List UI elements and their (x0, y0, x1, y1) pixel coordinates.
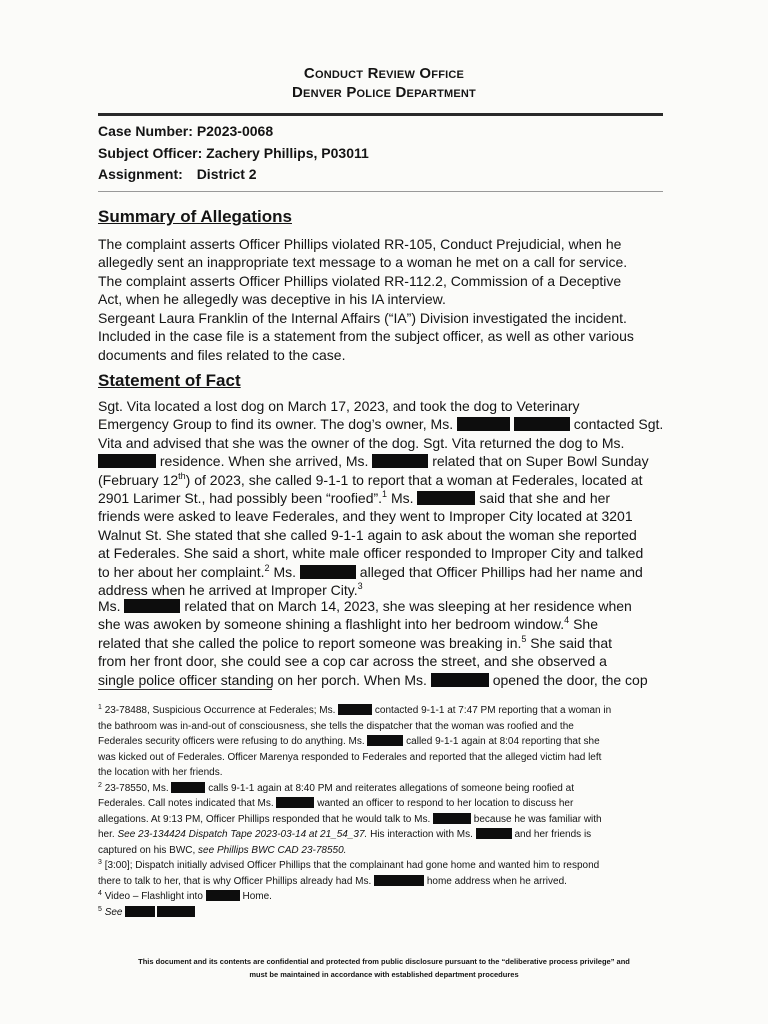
document-header (0, 64, 768, 102)
text-line: Walnut St. She stated that she called 9-1-1 again to ask about the woman she reported (98, 526, 637, 543)
text-line: The complaint asserts Officer Phillips violated RR-112.2, Commission of a Deceptive (98, 272, 622, 289)
text-line: (February 12th) of 2023, she called 9-1-1 to report that a woman at Federales, located at (98, 470, 643, 488)
assignment-row (98, 164, 369, 186)
summary-heading: Summary of Allegations (98, 207, 292, 226)
text-line: residence. When she arrived, Ms. related that on Super Bowl Sunday (98, 452, 670, 470)
redaction-block (417, 491, 475, 505)
text-line: to her about her complaint.$^2$ Ms. alleged that Officer Phillips had her name and (98, 562, 643, 580)
text-line: Emergency Group to find its owner. The dog’s owner, Ms. contacted Sgt. (98, 416, 664, 433)
redaction-block (374, 875, 424, 886)
redaction-block (338, 704, 372, 715)
footnote-2: $^2$ 23-78550, Ms. calls 9-1-1 again at 8:40 PM and reiterates allegations of someone being roofied at Federales. Call notes indicated that Ms. wanted an officer to respond to her location to discuss her allegations. At 9:13 PM, Officer Phillips responded that he would talk to Ms. because he was familiar with her. See 23-134424 Dispatch Tape 2023-03-14 at 21_54_37. His interaction with Ms. and her friends is captured on his BWC, see Phillips BWC CAD 23-78550. (98, 781, 602, 856)
footnote-1: $^1$ 23-78488, Suspicious Occurrence at Federales; Ms. contacted 9-1-1 at 7:47 PM reporting that a woman in the bathroom was in-and-out of consciousness, she tells the dispatcher that the woman was roofied and the Federales security officers were refusing to do anything. Ms. called 9-1-1 again at 8:04 reporting that she was kicked out of Federales. Officer Marenya responded to Federales and reported that the alleged victim had left the location with her friends. (98, 704, 612, 778)
superscript: th (178, 470, 186, 481)
redaction-block (372, 454, 428, 468)
text-line: Ms. related that on March 14, 2023, she was sleeping at her residence when (98, 598, 632, 614)
redaction-block (206, 890, 240, 901)
footnote-5: $^5$ See (98, 905, 670, 921)
footnote-ref-4[interactable]: 4 (564, 615, 570, 626)
case-number-label: Case Number: (98, 123, 193, 139)
footnote-ref-5[interactable]: 5 (521, 633, 527, 644)
footnote-ref-1[interactable]: 1 (382, 489, 388, 500)
redaction-block (300, 565, 356, 579)
redaction-block (367, 735, 403, 746)
text-line: at Federales. She said a short, white male officer responded to Improper City and talked (98, 545, 644, 562)
redaction-block (433, 813, 471, 824)
text-line: allegedly sent an inappropriate text message to a woman he met on a call for service. (98, 254, 628, 271)
meta-divider (98, 191, 663, 192)
text-line: from her front door, she could see a cop car across the street, and she observed a (98, 653, 607, 670)
summary-paragraph-1 (98, 235, 670, 309)
confidentiality-line-1: This document and its contents are confidential and protected from public disclosure pursuant to the “deliberative process privilege” and (138, 957, 630, 966)
footnote-ref-3[interactable]: 3 (357, 581, 363, 592)
footnote-3: $^3$ [3:00]; Dispatch initially advised Officer Phillips that the complainant had gone home and wanted him to respond there to talk to her, that is why Officer Phillips already had Ms. home address when he arrived. (98, 859, 600, 887)
statement-paragraph-1 (98, 397, 670, 599)
summary-paragraph-2 (98, 309, 670, 364)
text-line: documents and files related to the case. (98, 346, 346, 363)
footnotes (98, 703, 670, 920)
text-line: address when he arrived at Improper City.$^3$ (98, 581, 363, 599)
text-line: Act, when he allegedly was deceptive in his IA interview. (98, 291, 446, 308)
redaction-block (125, 906, 155, 917)
text-line: related that she called the police to report someone was breaking in.$^5$ She said that (98, 633, 613, 651)
case-number-row (98, 121, 369, 143)
subject-officer-label: Subject Officer: (98, 144, 203, 161)
text-line: she was awoken by someone shining a flashlight into her bedroom window.$^4$ She (98, 615, 598, 633)
office-name: Conduct Review Office (303, 65, 465, 82)
text-line: Sergeant Laura Franklin of the Internal Affairs (“IA”) Division investigated the incident. (98, 310, 627, 326)
footnote-divider (98, 689, 272, 690)
subject-officer-value: Zachery Phillips, P03011 (206, 144, 369, 161)
text-line: single police officer standing on her porch. When Ms. opened the door, the cop (98, 671, 648, 688)
department-name: Denver Police Department (292, 84, 476, 101)
text-line: Sgt. Vita located a lost dog on March 17, 2023, and took the dog to Veterinary (98, 398, 580, 414)
text-line: friends were asked to leave Federales, and they went to Improper City located at 3201 (98, 508, 633, 525)
footnote-ref-2[interactable]: 2 (264, 562, 270, 573)
text-line: 2901 Larimer St., had possibly been “roofied”.$^1$ Ms. said that she and her (98, 489, 611, 507)
statement-paragraph-2 (98, 597, 670, 689)
redaction-block (514, 417, 570, 431)
assignment-label: Assignment: (98, 166, 183, 182)
redaction-block (157, 906, 195, 917)
case-number-value: P2023-0068 (196, 123, 274, 139)
assignment-value: District 2 (196, 166, 257, 182)
statement-heading: Statement of Fact (98, 371, 241, 390)
redaction-block (276, 797, 314, 808)
redaction-block (476, 828, 512, 839)
redaction-block (124, 599, 180, 613)
confidentiality-line-2: must be maintained in accordance with established department procedures (249, 970, 519, 979)
confidentiality-notice (0, 955, 768, 981)
text-line: Included in the case file is a statement from the subject officer, as well as other various (98, 328, 634, 345)
text-line: Vita and advised that she was the owner of the dog. Sgt. Vita returned the dog to Ms. (98, 434, 625, 451)
header-divider (98, 113, 663, 116)
redaction-block (98, 454, 156, 468)
case-info (98, 121, 369, 186)
subject-officer-row (98, 143, 369, 165)
footnote-4: $^4$ Video – Flashlight into Home. (98, 890, 272, 902)
redaction-block (457, 417, 510, 431)
redaction-block (431, 673, 489, 687)
redaction-block (171, 782, 205, 793)
text-line: The complaint asserts Officer Phillips violated RR-105, Conduct Prejudicial, when he (98, 236, 622, 252)
